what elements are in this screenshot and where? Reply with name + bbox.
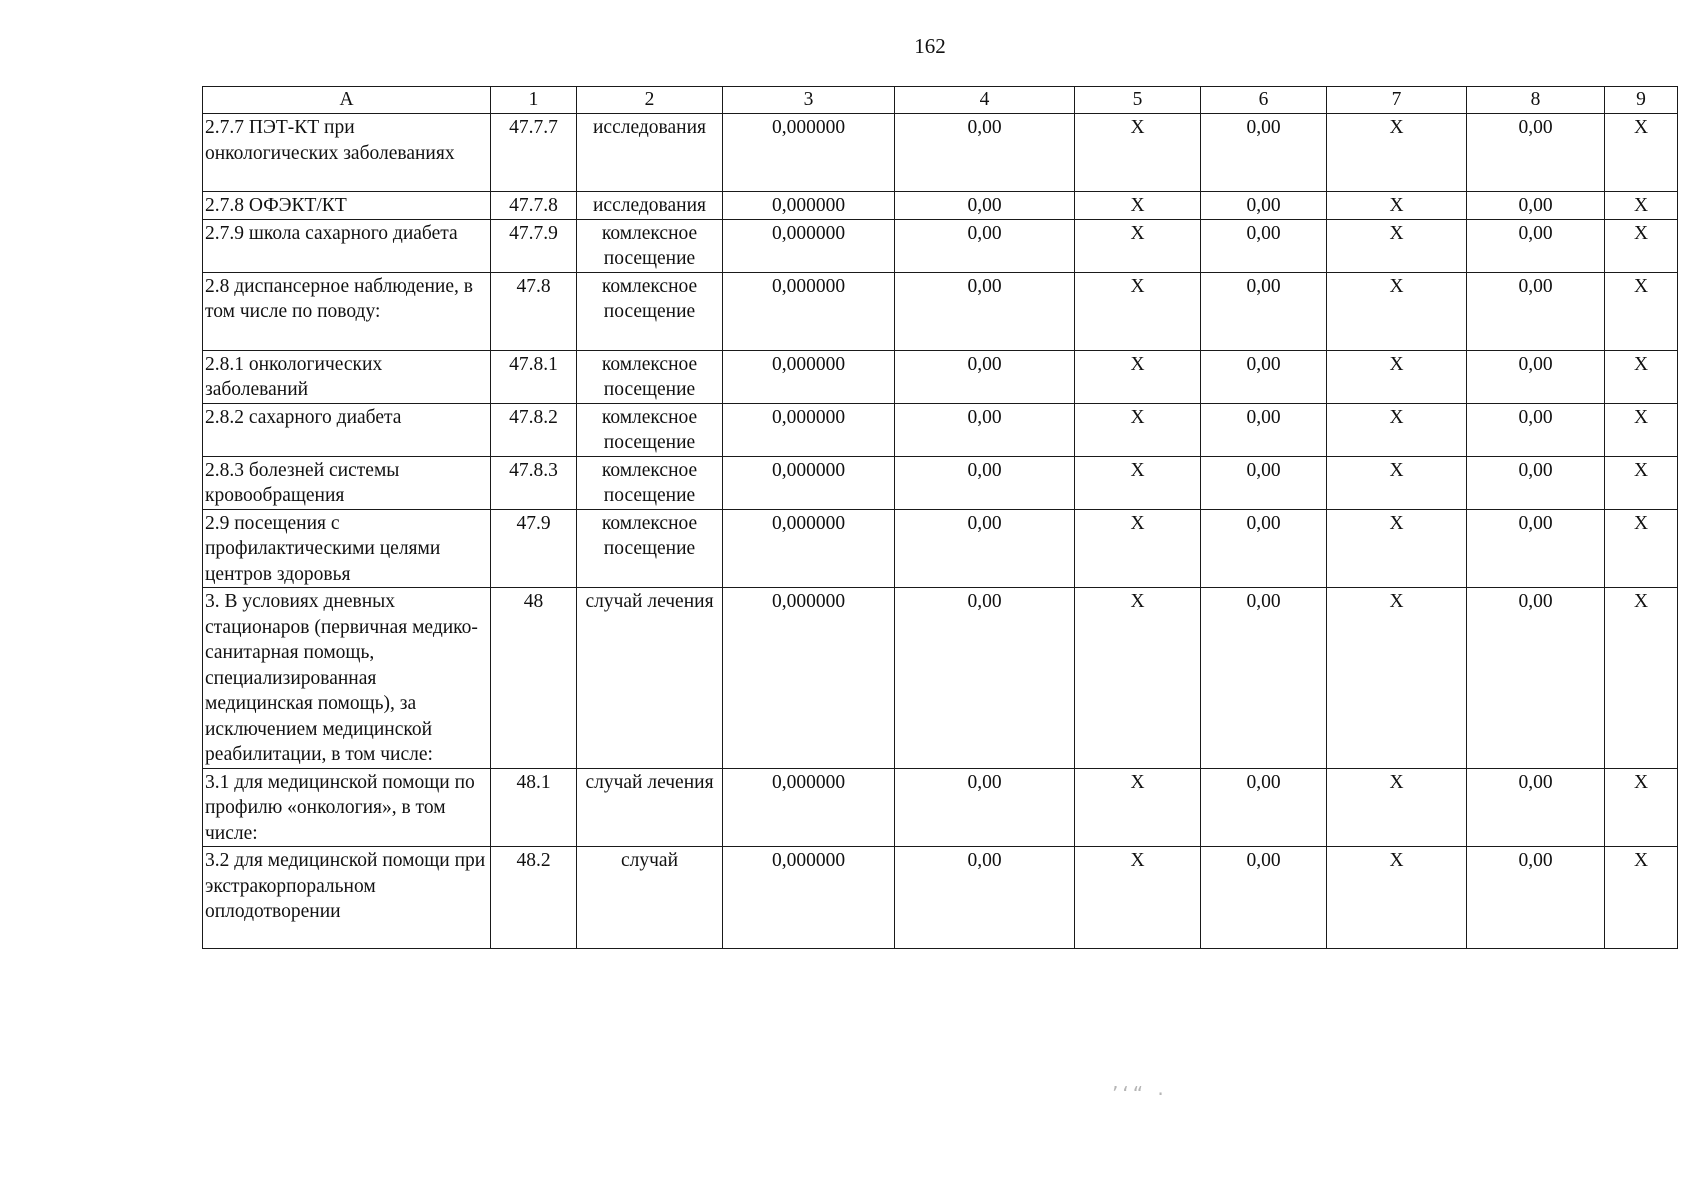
cell-col-7: X [1327,114,1467,192]
table-row [203,272,1678,350]
cell-col-9: X [1605,350,1678,403]
cell-col-3: 0,000000 [723,509,895,588]
cell-col-4: 0,00 [895,272,1075,350]
cell-col-8: 0,00 [1467,403,1605,456]
row-code: 48.1 [491,768,577,847]
cell-col-8: 0,00 [1467,847,1605,949]
column-header-6: 6 [1201,87,1327,114]
row-unit: комлексное посещение [577,509,723,588]
cell-col-9: X [1605,403,1678,456]
cell-col-7: X [1327,403,1467,456]
cell-col-6: 0,00 [1201,509,1327,588]
row-code: 47.8.3 [491,456,577,509]
cell-col-6: 0,00 [1201,272,1327,350]
cell-col-8: 0,00 [1467,272,1605,350]
column-header-9: 9 [1605,87,1678,114]
row-unit: случай лечения [577,588,723,769]
cell-col-7: X [1327,456,1467,509]
row-unit: комлексное посещение [577,403,723,456]
cell-col-6: 0,00 [1201,114,1327,192]
cell-col-5: X [1075,272,1201,350]
row-code: 47.7.8 [491,192,577,220]
row-code: 48.2 [491,847,577,949]
cell-col-4: 0,00 [895,219,1075,272]
cell-col-3: 0,000000 [723,768,895,847]
cell-col-9: X [1605,768,1678,847]
table-row [203,219,1678,272]
cell-col-6: 0,00 [1201,219,1327,272]
cell-col-3: 0,000000 [723,192,895,220]
cell-col-7: X [1327,272,1467,350]
row-unit: случай лечения [577,768,723,847]
cell-col-6: 0,00 [1201,403,1327,456]
table-row [203,768,1678,847]
row-name: 2.8.1 онкологических заболеваний [203,350,491,403]
column-header-7: 7 [1327,87,1467,114]
table-row [203,456,1678,509]
cell-col-3: 0,000000 [723,403,895,456]
data-table [202,86,1678,949]
cell-col-5: X [1075,219,1201,272]
cell-col-4: 0,00 [895,847,1075,949]
column-header-3: 3 [723,87,895,114]
cell-col-4: 0,00 [895,114,1075,192]
table-row [203,114,1678,192]
row-unit: исследования [577,192,723,220]
cell-col-4: 0,00 [895,456,1075,509]
cell-col-7: X [1327,588,1467,769]
cell-col-5: X [1075,192,1201,220]
cell-col-3: 0,000000 [723,847,895,949]
row-unit: исследования [577,114,723,192]
row-unit: случай [577,847,723,949]
row-name: 2.7.8 ОФЭКТ/КТ [203,192,491,220]
row-code: 47.8.1 [491,350,577,403]
cell-col-9: X [1605,114,1678,192]
cell-col-4: 0,00 [895,509,1075,588]
row-name: 2.7.7 ПЭТ-КТ при онкологических заболеваниях [203,114,491,192]
cell-col-3: 0,000000 [723,272,895,350]
row-code: 47.8.2 [491,403,577,456]
row-name: 3.2 для медицинской помощи при экстракорпоральном оплодотворении [203,847,491,949]
row-unit: комлексное посещение [577,219,723,272]
cell-col-9: X [1605,588,1678,769]
cell-col-6: 0,00 [1201,350,1327,403]
row-code: 48 [491,588,577,769]
page-number: 162 [914,34,946,58]
row-name: 3.1 для медицинской помощи по профилю «онкология», в том числе: [203,768,491,847]
cell-col-4: 0,00 [895,768,1075,847]
cell-col-3: 0,000000 [723,350,895,403]
cell-col-9: X [1605,192,1678,220]
table-row [203,350,1678,403]
cell-col-3: 0,000000 [723,588,895,769]
cell-col-5: X [1075,114,1201,192]
cell-col-5: X [1075,509,1201,588]
cell-col-5: X [1075,847,1201,949]
row-name: 2.8.3 болезней системы кровообращения [203,456,491,509]
cell-col-8: 0,00 [1467,219,1605,272]
row-name: 3. В условиях дневных стационаров (первичная медико-санитарная помощь, специализированная медицинская помощь), за исключением медицинской реабилитации, в том числе: [203,588,491,769]
cell-col-9: X [1605,219,1678,272]
row-name: 2.7.9 школа сахарного диабета [203,219,491,272]
cell-col-3: 0,000000 [723,456,895,509]
cell-col-4: 0,00 [895,350,1075,403]
stray-pen-mark: ’‘“ · [1112,1082,1168,1106]
column-header-1: 1 [491,87,577,114]
row-unit: комлексное посещение [577,350,723,403]
cell-col-8: 0,00 [1467,350,1605,403]
cell-col-9: X [1605,456,1678,509]
cell-col-5: X [1075,403,1201,456]
cell-col-6: 0,00 [1201,768,1327,847]
cell-col-3: 0,000000 [723,114,895,192]
cell-col-8: 0,00 [1467,588,1605,769]
table-row [203,509,1678,588]
column-header-2: 2 [577,87,723,114]
cell-col-5: X [1075,588,1201,769]
column-header-a: А [203,87,491,114]
cell-col-6: 0,00 [1201,456,1327,509]
cell-col-3: 0,000000 [723,219,895,272]
table-row [203,847,1678,949]
cell-col-7: X [1327,219,1467,272]
row-name: 2.8 диспансерное наблюдение, в том числе по поводу: [203,272,491,350]
cell-col-7: X [1327,847,1467,949]
cell-col-6: 0,00 [1201,588,1327,769]
column-header-8: 8 [1467,87,1605,114]
row-name: 2.9 посещения с профилактическими целями центров здоровья [203,509,491,588]
table-row [203,403,1678,456]
cell-col-7: X [1327,350,1467,403]
row-unit: комлексное посещение [577,456,723,509]
column-header-4: 4 [895,87,1075,114]
cell-col-5: X [1075,456,1201,509]
table-row [203,192,1678,220]
cell-col-8: 0,00 [1467,456,1605,509]
cell-col-8: 0,00 [1467,114,1605,192]
cell-col-8: 0,00 [1467,509,1605,588]
cell-col-4: 0,00 [895,403,1075,456]
cell-col-4: 0,00 [895,192,1075,220]
cell-col-9: X [1605,272,1678,350]
cell-col-6: 0,00 [1201,192,1327,220]
cell-col-5: X [1075,768,1201,847]
header-row [203,87,1678,114]
row-code: 47.8 [491,272,577,350]
row-code: 47.7.9 [491,219,577,272]
row-name: 2.8.2 сахарного диабета [203,403,491,456]
cell-col-9: X [1605,509,1678,588]
cell-col-7: X [1327,768,1467,847]
column-header-5: 5 [1075,87,1201,114]
row-unit: комлексное посещение [577,272,723,350]
cell-col-4: 0,00 [895,588,1075,769]
cell-col-6: 0,00 [1201,847,1327,949]
cell-col-8: 0,00 [1467,192,1605,220]
cell-col-7: X [1327,509,1467,588]
cell-col-8: 0,00 [1467,768,1605,847]
cell-col-7: X [1327,192,1467,220]
row-code: 47.7.7 [491,114,577,192]
cell-col-9: X [1605,847,1678,949]
table-row [203,588,1678,769]
cell-col-5: X [1075,350,1201,403]
row-code: 47.9 [491,509,577,588]
